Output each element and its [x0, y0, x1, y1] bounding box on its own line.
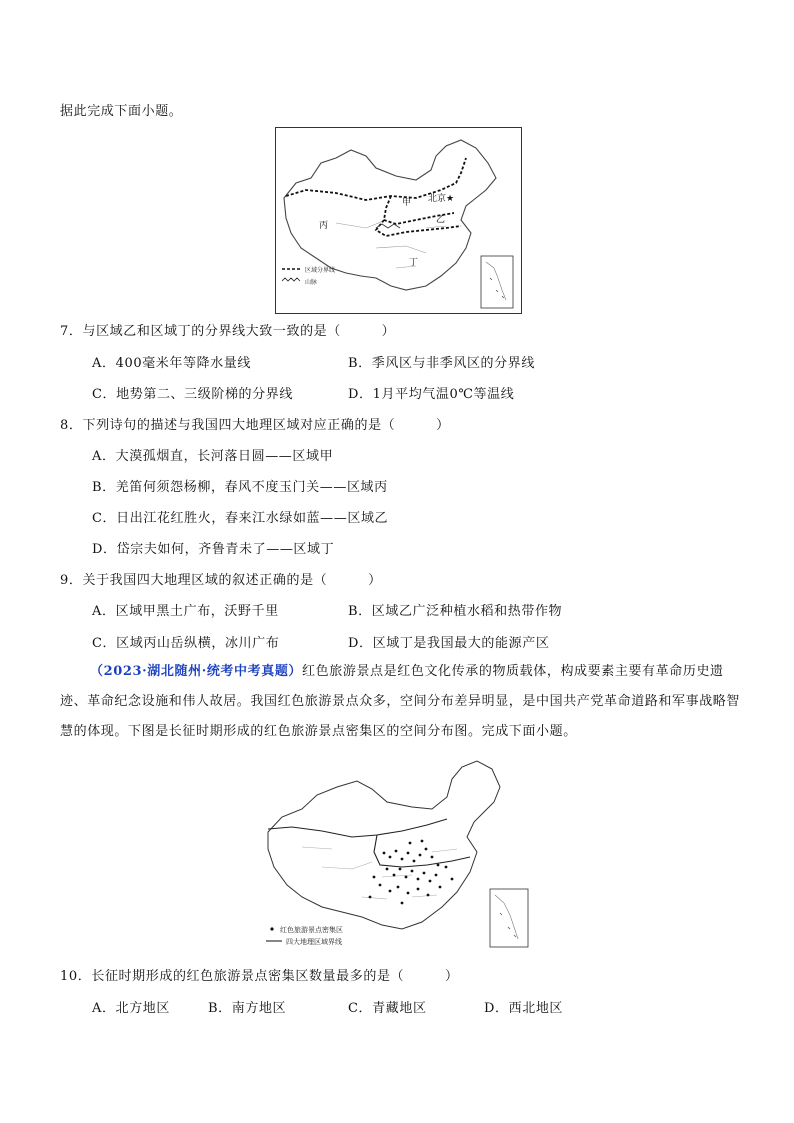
- question-7-option-c[interactable]: C．地势第二、三级阶梯的分界线: [92, 387, 293, 402]
- south-china-sea-inset: [481, 256, 513, 308]
- question-7-option-b[interactable]: B．季风区与非季风区的分界线: [348, 356, 535, 371]
- legend-mountain-label: 山脉: [305, 279, 318, 286]
- passage-source[interactable]: （2023·湖北随州·统考中考真题）: [90, 664, 303, 679]
- question-9-stem: 9．关于我国四大地理区域的叙述正确的是（ ）: [60, 573, 382, 588]
- question-7-stem: 7．与区域乙和区域丁的分界线大致一致的是（ ）: [60, 324, 396, 339]
- passage-paragraph: [60, 657, 740, 747]
- question-9-option-b[interactable]: B．区域乙广泛种植水稻和热带作物: [348, 604, 563, 619]
- question-10-stem: 10．长征时期形成的红色旅游景点密集区数量最多的是（ ）: [60, 969, 459, 984]
- red-tourism-map: [262, 757, 532, 953]
- region-label-yi: 乙: [436, 215, 446, 225]
- question-8-option-b[interactable]: B．羌笛何须怨杨柳，春风不度玉门关——区域丙: [92, 480, 388, 495]
- question-8-option-a[interactable]: A．大漠孤烟直，长河落日圆——区域甲: [92, 449, 334, 464]
- region-label-bing: 丙: [319, 221, 329, 231]
- question-10-option-b[interactable]: B．南方地区: [208, 1001, 287, 1016]
- legend-line-label: 四大地理区域界线: [286, 938, 342, 946]
- question-8-option-d[interactable]: D．岱宗夫如何，齐鲁青未了——区域丁: [92, 542, 335, 557]
- question-7-option-d[interactable]: D．1月平均气温0℃等温线: [348, 387, 515, 402]
- china-regions-map: [275, 127, 522, 314]
- region-label-jia: 甲: [402, 198, 412, 208]
- question-10-option-d[interactable]: D．西北地区: [484, 1001, 564, 1016]
- south-china-sea-inset: [490, 889, 528, 947]
- question-10-option-c[interactable]: C．青藏地区: [348, 1001, 427, 1016]
- question-8-option-c[interactable]: C．日出江花红胜火，春来江水绿如蓝——区域乙: [92, 511, 389, 526]
- legend-dot-icon: [270, 927, 273, 930]
- question-9-option-c[interactable]: C．区域丙山岳纵横，冰川广布: [92, 636, 280, 651]
- beijing-label: 北京★: [428, 194, 455, 204]
- legend-dots-label: 红色旅游景点密集区: [280, 926, 343, 934]
- legend-boundary-label: 区域分界线: [305, 267, 336, 274]
- question-10-option-a[interactable]: A．北方地区: [92, 1001, 170, 1016]
- question-9-option-a[interactable]: A．区域甲黑土广布，沃野千里: [92, 604, 279, 619]
- red-tourism-dots: [369, 840, 454, 905]
- mountain-legend-icon: [282, 278, 300, 281]
- question-9-option-d[interactable]: D．区域丁是我国最大的能源产区: [348, 636, 550, 651]
- red-tourism-map-drawing: [262, 757, 532, 953]
- china-regions-map-drawing: [276, 128, 521, 313]
- region-label-ding: 丁: [409, 258, 419, 268]
- intro-text: 据此完成下面小题。: [60, 104, 183, 119]
- passage-text: 红色旅游景点是红色文化传承的物质载体，构成要素主要有革命历史遗迹、革命纪念设施和伟人故居。我国红色旅游景点众多，空间分布差异明显，是中国共产党革命道路和军事战略智慧的体现。下图是长征时期形成的红色旅游景点密集区的空间分布图。完成下面小题。: [60, 664, 741, 739]
- question-8-stem: 8．下列诗句的描述与我国四大地理区域对应正确的是（ ）: [60, 418, 450, 433]
- question-7-option-a[interactable]: A．400毫米年等降水量线: [92, 356, 252, 371]
